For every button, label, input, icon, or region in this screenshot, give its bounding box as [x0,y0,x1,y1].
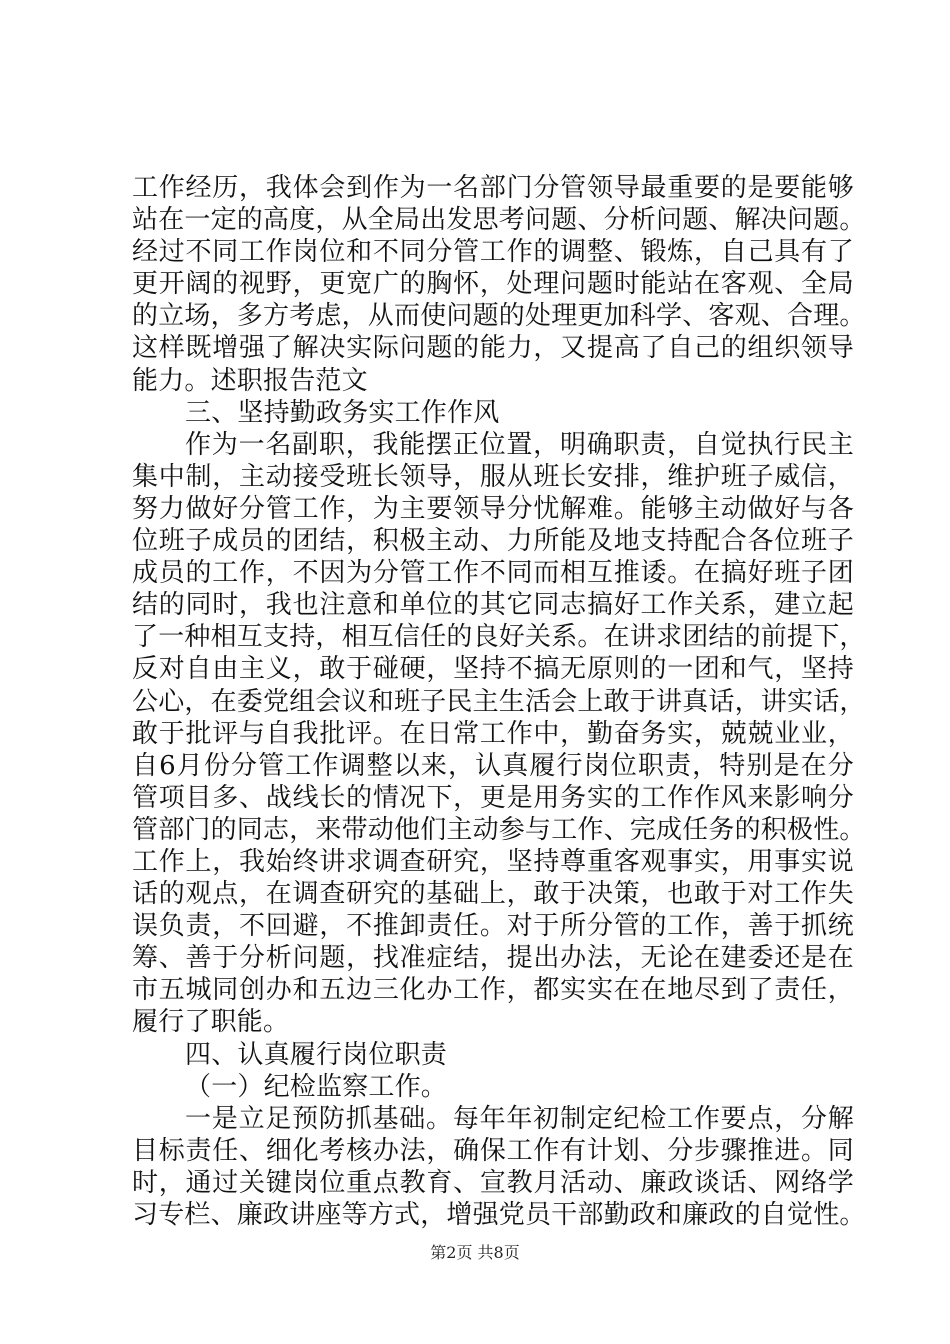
text-line: 工作上，我始终讲求调查研究，坚持尊重客观事实，用事实说 [132,846,854,877]
text-line: 成员的工作，不因为分管工作不同而相互推诿。在搞好班子团 [132,558,854,589]
text-line: 努力做好分管工作，为主要领导分忧解难。能够主动做好与各 [132,493,854,524]
text-line: 站在一定的高度，从全局出发思考问题、分析问题、解决问题。 [132,205,866,236]
text-line: 自6月份分管工作调整以来，认真履行岗位职责，特别是在分 [132,750,854,781]
text-line: 反对自由主义，敢于碰硬，坚持不搞无原则的一团和气，坚持 [132,654,854,685]
text-line: 这样既增强了解决实际问题的能力，又提高了自己的组织领导 [132,333,854,364]
text-line: 更开阔的视野，更宽广的胸怀，处理问题时能站在客观、全局 [132,269,854,300]
text-line: 集中制，主动接受班长领导，服从班长安排，维护班子威信， [132,461,854,492]
text-line: 敢于批评与自我批评。在日常工作中，勤奋务实，兢兢业业， [132,718,854,749]
section-heading: 三、坚持勤政务实工作作风 [185,397,500,428]
text-line: 目标责任、细化考核办法，确保工作有计划、分步骤推进。同 [132,1135,854,1166]
text-line: 市五城同创办和五边三化办工作，都实实在在地尽到了责任， [132,975,854,1006]
text-line: 经过不同工作岗位和不同分管工作的调整、锻炼，自己具有了 [132,237,854,268]
text-line: 一是立足预防抓基础。每年年初制定纪检工作要点，分解 [185,1103,854,1134]
document-body [132,172,866,1231]
text-line: 时，通过关键岗位重点教育、宣教月活动、廉政谈话、网络学 [132,1167,854,1198]
text-line: 能力。述职报告范文 [132,365,368,396]
text-line: 履行了职能。 [132,1007,290,1038]
section-heading: 四、认真履行岗位职责 [185,1039,448,1070]
text-line: 位班子成员的团结，积极主动、力所能及地支持配合各位班子 [132,526,854,557]
text-line: 了一种相互支持，相互信任的良好关系。在讲求团结的前提下， [132,622,866,653]
text-line: 工作经历，我体会到作为一名部门分管领导最重要的是要能够 [132,173,854,203]
text-line: 的立场，多方考虑，从而使问题的处理更加科学、客观、合理。 [132,301,866,332]
text-line: 作为一名副职，我能摆正位置，明确职责，自觉执行民主 [185,429,854,460]
text-line: 公心，在委党组会议和班子民主生活会上敢于讲真话，讲实话， [132,686,866,717]
text-line: 结的同时，我也注意和单位的其它同志搞好工作关系，建立起 [132,590,854,621]
text-line: 误负责，不回避，不推卸责任。对于所分管的工作，善于抓统 [132,911,854,942]
text-line: 管部门的同志，来带动他们主动参与工作、完成任务的积极性。 [132,814,866,845]
text-line: 筹、善于分析问题，找准症结，提出办法，无论在建委还是在 [132,943,854,974]
page-footer [0,1243,950,1263]
text-line: 管项目多、战线长的情况下，更是用务实的工作作风来影响分 [132,782,854,813]
subsection-heading: （一）纪检监察工作。 [185,1071,448,1102]
page-number: 第2页 共8页 [430,1243,520,1262]
text-line: 话的观点，在调查研究的基础上，敢于决策，也敢于对工作失 [132,879,854,910]
text-line: 习专栏、廉政讲座等方式，增强党员干部勤政和廉政的自觉性。 [132,1200,866,1230]
